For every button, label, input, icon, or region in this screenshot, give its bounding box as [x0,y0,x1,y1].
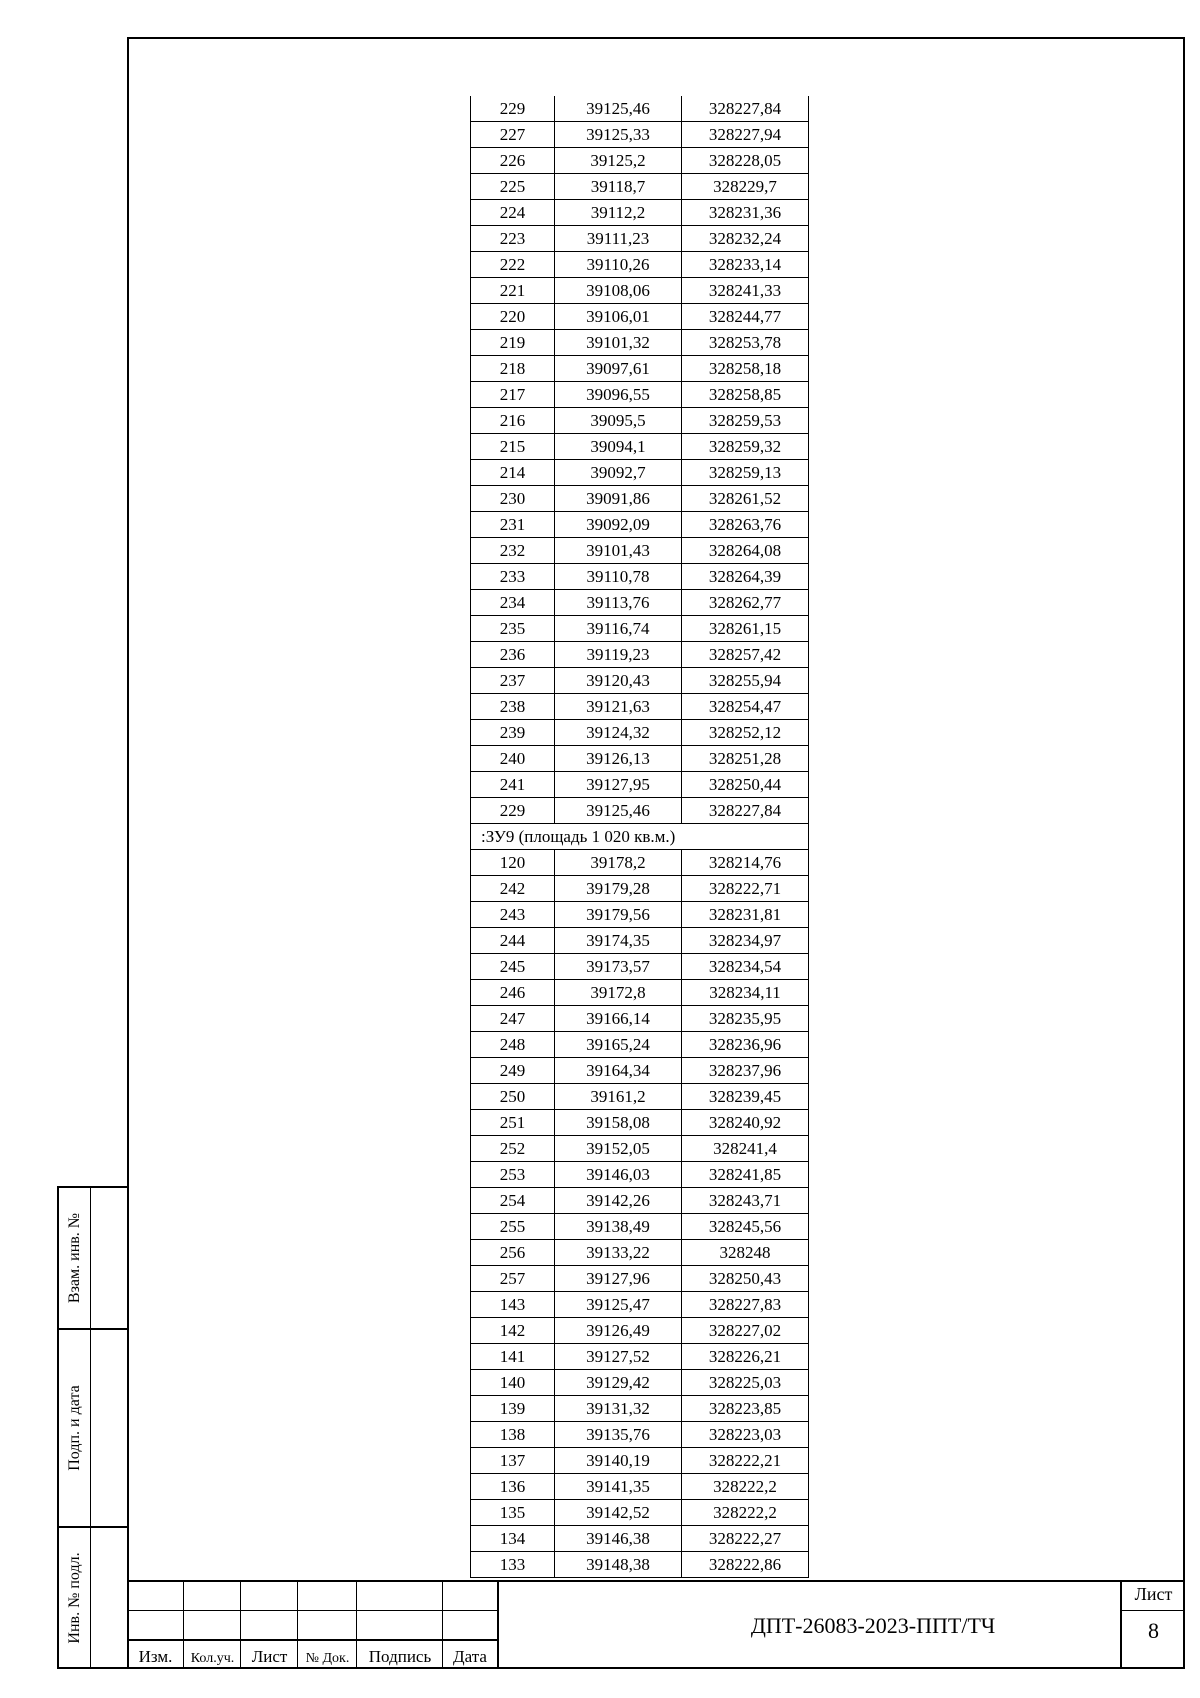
x-coordinate-cell: 39125,46 [555,96,682,122]
table-row [471,122,809,148]
x-coordinate-cell: 39101,43 [555,538,682,564]
point-number-cell: 243 [471,902,555,928]
table-row [471,980,809,1006]
x-coordinate-cell: 39141,35 [555,1474,682,1500]
table-row [471,954,809,980]
point-number-cell: 217 [471,382,555,408]
table-row [471,1526,809,1552]
table-row [471,746,809,772]
y-coordinate-cell: 328250,44 [682,772,809,798]
tb-head-ndok: № Док. [305,1651,350,1666]
y-coordinate-cell: 328253,78 [682,330,809,356]
table-row [471,200,809,226]
y-coordinate-cell: 328259,13 [682,460,809,486]
point-number-cell: 254 [471,1188,555,1214]
y-coordinate-cell: 328223,03 [682,1422,809,1448]
tb-col-podpis [357,1582,443,1669]
point-number-cell: 226 [471,148,555,174]
point-number-cell: 255 [471,1214,555,1240]
y-coordinate-cell: 328259,32 [682,434,809,460]
point-number-cell: 139 [471,1396,555,1422]
strip-text-inv: Инв. № подл. [65,1551,83,1644]
y-coordinate-cell: 328254,47 [682,694,809,720]
y-coordinate-cell: 328222,27 [682,1526,809,1552]
y-coordinate-cell: 328227,83 [682,1292,809,1318]
y-coordinate-cell: 328250,43 [682,1266,809,1292]
y-coordinate-cell: 328226,21 [682,1344,809,1370]
x-coordinate-cell: 39101,32 [555,330,682,356]
table-row [471,1474,809,1500]
point-number-cell: 215 [471,434,555,460]
title-block [127,1580,1185,1669]
x-coordinate-cell: 39142,26 [555,1188,682,1214]
tb-col-ndok [298,1582,357,1669]
y-coordinate-cell: 328234,97 [682,928,809,954]
x-coordinate-cell: 39125,47 [555,1292,682,1318]
point-number-cell: 229 [471,96,555,122]
x-coordinate-cell: 39152,05 [555,1136,682,1162]
y-coordinate-cell: 328245,56 [682,1214,809,1240]
sheet-cell [1120,1582,1185,1669]
point-number-cell: 257 [471,1266,555,1292]
table-row [471,1396,809,1422]
x-coordinate-cell: 39125,2 [555,148,682,174]
x-coordinate-cell: 39165,24 [555,1032,682,1058]
table-row [471,1500,809,1526]
y-coordinate-cell: 328258,85 [682,382,809,408]
section-title: :ЗУ9 (площадь 1 020 кв.м.) [471,824,809,850]
table-row [471,148,809,174]
y-coordinate-cell: 328227,94 [682,122,809,148]
strip-cell-vzam [59,1188,127,1330]
x-coordinate-cell: 39158,08 [555,1110,682,1136]
point-number-cell: 140 [471,1370,555,1396]
x-coordinate-cell: 39166,14 [555,1006,682,1032]
x-coordinate-cell: 39106,01 [555,304,682,330]
x-coordinate-cell: 39142,52 [555,1500,682,1526]
x-coordinate-cell: 39112,2 [555,200,682,226]
y-coordinate-cell: 328264,39 [682,564,809,590]
coordinates-table [470,96,809,1578]
tb-head-kol: Кол.уч. [190,1651,235,1666]
table-row [471,564,809,590]
strip-label-vzam [59,1188,91,1328]
point-number-cell: 136 [471,1474,555,1500]
y-coordinate-cell: 328264,08 [682,538,809,564]
table-row [471,304,809,330]
table-row [471,512,809,538]
point-number-cell: 252 [471,1136,555,1162]
table-row [471,330,809,356]
point-number-cell: 220 [471,304,555,330]
y-coordinate-cell: 328214,76 [682,850,809,876]
tb-head-data: Дата [453,1647,487,1666]
point-number-cell: 248 [471,1032,555,1058]
table-row [471,1110,809,1136]
table-row [471,1292,809,1318]
table-row [471,1240,809,1266]
x-coordinate-cell: 39131,32 [555,1396,682,1422]
table-row [471,1162,809,1188]
point-number-cell: 134 [471,1526,555,1552]
x-coordinate-cell: 39133,22 [555,1240,682,1266]
table-row [471,928,809,954]
table-row [471,1058,809,1084]
x-coordinate-cell: 39172,8 [555,980,682,1006]
y-coordinate-cell: 328227,84 [682,798,809,824]
x-coordinate-cell: 39125,33 [555,122,682,148]
table-row [471,1266,809,1292]
y-coordinate-cell: 328222,71 [682,876,809,902]
y-coordinate-cell: 328231,36 [682,200,809,226]
x-coordinate-cell: 39126,49 [555,1318,682,1344]
x-coordinate-cell: 39127,96 [555,1266,682,1292]
point-number-cell: 235 [471,616,555,642]
binding-strip [57,1186,127,1669]
tb-col-kol [184,1582,241,1669]
x-coordinate-cell: 39178,2 [555,850,682,876]
x-coordinate-cell: 39146,03 [555,1162,682,1188]
y-coordinate-cell: 328227,84 [682,96,809,122]
point-number-cell: 251 [471,1110,555,1136]
x-coordinate-cell: 39124,32 [555,720,682,746]
point-number-cell: 138 [471,1422,555,1448]
y-coordinate-cell: 328262,77 [682,590,809,616]
strip-cell-inv [59,1528,127,1667]
strip-text-podp: Подп. и дата [65,1385,83,1471]
tb-col-data [443,1582,499,1669]
y-coordinate-cell: 328222,86 [682,1552,809,1578]
table-row [471,408,809,434]
tb-col-izm [127,1582,184,1669]
section-row [471,824,809,850]
tb-row-line-1 [127,1610,499,1611]
y-coordinate-cell: 328231,81 [682,902,809,928]
x-coordinate-cell: 39129,42 [555,1370,682,1396]
x-coordinate-cell: 39146,38 [555,1526,682,1552]
point-number-cell: 141 [471,1344,555,1370]
table-row [471,278,809,304]
point-number-cell: 238 [471,694,555,720]
point-number-cell: 214 [471,460,555,486]
sheet-label: Лист [1134,1584,1173,1604]
x-coordinate-cell: 39164,34 [555,1058,682,1084]
table-row [471,1318,809,1344]
table-row [471,798,809,824]
point-number-cell: 232 [471,538,555,564]
x-coordinate-cell: 39110,26 [555,252,682,278]
table-row [471,1344,809,1370]
point-number-cell: 245 [471,954,555,980]
x-coordinate-cell: 39119,23 [555,642,682,668]
point-number-cell: 218 [471,356,555,382]
point-number-cell: 223 [471,226,555,252]
tb-head-list: Лист [251,1647,288,1666]
y-coordinate-cell: 328244,77 [682,304,809,330]
x-coordinate-cell: 39108,06 [555,278,682,304]
y-coordinate-cell: 328248 [682,1240,809,1266]
point-number-cell: 216 [471,408,555,434]
x-coordinate-cell: 39118,7 [555,174,682,200]
table-row [471,772,809,798]
x-coordinate-cell: 39148,38 [555,1552,682,1578]
table-row [471,96,809,122]
point-number-cell: 224 [471,200,555,226]
x-coordinate-cell: 39094,1 [555,434,682,460]
point-number-cell: 253 [471,1162,555,1188]
sheet-number: 8 [1148,1618,1159,1643]
point-number-cell: 120 [471,850,555,876]
table-row [471,1448,809,1474]
y-coordinate-cell: 328237,96 [682,1058,809,1084]
x-coordinate-cell: 39174,35 [555,928,682,954]
table-row [471,590,809,616]
point-number-cell: 239 [471,720,555,746]
point-number-cell: 246 [471,980,555,1006]
point-number-cell: 225 [471,174,555,200]
y-coordinate-cell: 328229,7 [682,174,809,200]
y-coordinate-cell: 328255,94 [682,668,809,694]
point-number-cell: 143 [471,1292,555,1318]
point-number-cell: 249 [471,1058,555,1084]
tb-head-podpis: Подпись [368,1647,432,1666]
y-coordinate-cell: 328232,24 [682,226,809,252]
tb-head-izm: Изм. [138,1647,173,1666]
point-number-cell: 219 [471,330,555,356]
strip-cell-podp [59,1330,127,1528]
x-coordinate-cell: 39121,63 [555,694,682,720]
x-coordinate-cell: 39127,95 [555,772,682,798]
y-coordinate-cell: 328261,52 [682,486,809,512]
y-coordinate-cell: 328234,11 [682,980,809,1006]
x-coordinate-cell: 39092,7 [555,460,682,486]
x-coordinate-cell: 39111,23 [555,226,682,252]
y-coordinate-cell: 328235,95 [682,1006,809,1032]
y-coordinate-cell: 328241,33 [682,278,809,304]
point-number-cell: 133 [471,1552,555,1578]
y-coordinate-cell: 328225,03 [682,1370,809,1396]
x-coordinate-cell: 39110,78 [555,564,682,590]
table-row [471,1084,809,1110]
table-row [471,1136,809,1162]
table-row [471,902,809,928]
x-coordinate-cell: 39161,2 [555,1084,682,1110]
point-number-cell: 234 [471,590,555,616]
y-coordinate-cell: 328263,76 [682,512,809,538]
point-number-cell: 256 [471,1240,555,1266]
point-number-cell: 236 [471,642,555,668]
x-coordinate-cell: 39179,28 [555,876,682,902]
y-coordinate-cell: 328257,42 [682,642,809,668]
table-row [471,694,809,720]
table-row [471,1188,809,1214]
y-coordinate-cell: 328259,53 [682,408,809,434]
y-coordinate-cell: 328222,2 [682,1500,809,1526]
point-number-cell: 135 [471,1500,555,1526]
table-row [471,876,809,902]
point-number-cell: 244 [471,928,555,954]
table-row [471,434,809,460]
x-coordinate-cell: 39127,52 [555,1344,682,1370]
table-row [471,720,809,746]
table-row [471,1552,809,1578]
point-number-cell: 142 [471,1318,555,1344]
table-row [471,226,809,252]
sheet-label-divider [1122,1610,1185,1611]
table-row [471,1370,809,1396]
x-coordinate-cell: 39140,19 [555,1448,682,1474]
x-coordinate-cell: 39179,56 [555,902,682,928]
y-coordinate-cell: 328228,05 [682,148,809,174]
document-code: ДПТ-26083-2023-ППТ/ТЧ [750,1612,996,1638]
y-coordinate-cell: 328239,45 [682,1084,809,1110]
point-number-cell: 240 [471,746,555,772]
table-row [471,850,809,876]
table-row [471,174,809,200]
y-coordinate-cell: 328240,92 [682,1110,809,1136]
strip-label-inv [59,1528,91,1667]
tb-col-list [241,1582,298,1669]
x-coordinate-cell: 39125,46 [555,798,682,824]
y-coordinate-cell: 328234,54 [682,954,809,980]
point-number-cell: 229 [471,798,555,824]
table-row [471,1214,809,1240]
point-number-cell: 233 [471,564,555,590]
x-coordinate-cell: 39095,5 [555,408,682,434]
tb-row-line-2 [127,1639,499,1641]
x-coordinate-cell: 39116,74 [555,616,682,642]
x-coordinate-cell: 39097,61 [555,356,682,382]
table-row [471,1032,809,1058]
y-coordinate-cell: 328236,96 [682,1032,809,1058]
y-coordinate-cell: 328233,14 [682,252,809,278]
point-number-cell: 241 [471,772,555,798]
y-coordinate-cell: 328252,12 [682,720,809,746]
table-row [471,460,809,486]
table-row [471,1422,809,1448]
table-row [471,1006,809,1032]
x-coordinate-cell: 39096,55 [555,382,682,408]
y-coordinate-cell: 328222,21 [682,1448,809,1474]
x-coordinate-cell: 39120,43 [555,668,682,694]
point-number-cell: 222 [471,252,555,278]
y-coordinate-cell: 328222,2 [682,1474,809,1500]
y-coordinate-cell: 328241,4 [682,1136,809,1162]
table-row [471,538,809,564]
table-row [471,252,809,278]
table-row [471,642,809,668]
point-number-cell: 250 [471,1084,555,1110]
point-number-cell: 242 [471,876,555,902]
x-coordinate-cell: 39135,76 [555,1422,682,1448]
x-coordinate-cell: 39092,09 [555,512,682,538]
y-coordinate-cell: 328251,28 [682,746,809,772]
point-number-cell: 230 [471,486,555,512]
point-number-cell: 247 [471,1006,555,1032]
table-row [471,382,809,408]
y-coordinate-cell: 328258,18 [682,356,809,382]
table-row [471,616,809,642]
y-coordinate-cell: 328223,85 [682,1396,809,1422]
table-row [471,486,809,512]
point-number-cell: 221 [471,278,555,304]
y-coordinate-cell: 328243,71 [682,1188,809,1214]
y-coordinate-cell: 328261,15 [682,616,809,642]
x-coordinate-cell: 39173,57 [555,954,682,980]
point-number-cell: 227 [471,122,555,148]
point-number-cell: 137 [471,1448,555,1474]
y-coordinate-cell: 328241,85 [682,1162,809,1188]
x-coordinate-cell: 39113,76 [555,590,682,616]
point-number-cell: 231 [471,512,555,538]
x-coordinate-cell: 39091,86 [555,486,682,512]
point-number-cell: 237 [471,668,555,694]
x-coordinate-cell: 39126,13 [555,746,682,772]
table-row [471,356,809,382]
strip-text-vzam: Взам. инв. № [65,1212,83,1304]
strip-label-podp [59,1330,91,1526]
y-coordinate-cell: 328227,02 [682,1318,809,1344]
x-coordinate-cell: 39138,49 [555,1214,682,1240]
table-row [471,668,809,694]
